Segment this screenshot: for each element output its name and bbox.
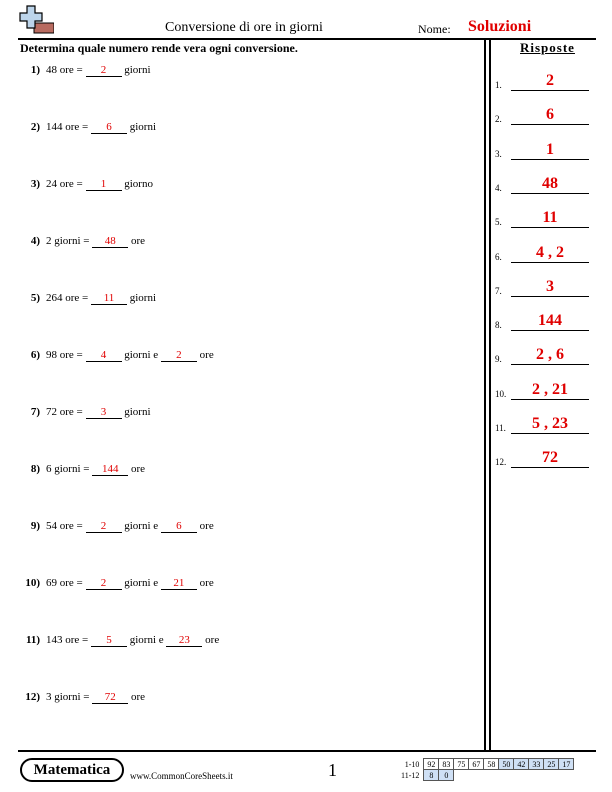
problem-number: 11) — [25, 634, 40, 646]
page-number: 1 — [328, 760, 337, 780]
problem-unit: giorni — [121, 64, 151, 76]
problem-prompt: 98 ore = — [46, 349, 86, 361]
problem-prompt: 54 ore = — [46, 520, 86, 532]
answer-number: 2. — [495, 114, 502, 125]
answer-line — [511, 296, 589, 297]
problem-number: 7) — [30, 406, 40, 418]
answer-blank[interactable]: 48 — [92, 235, 128, 248]
problem-number: 10) — [25, 577, 40, 589]
answer-row — [495, 72, 595, 92]
column-divider-inner — [489, 40, 491, 750]
answer-number: 4. — [495, 182, 502, 193]
problem-unit: giorni — [127, 121, 157, 133]
score-range-label: 1-10 — [404, 759, 420, 769]
problem-row — [18, 64, 151, 77]
answer-row — [495, 346, 595, 366]
answer-value: 5 , 23 — [532, 415, 568, 432]
problem-unit: giorni — [127, 292, 157, 304]
answer-blank[interactable]: 2 — [86, 520, 122, 533]
problem-row — [18, 634, 219, 647]
problem-unit: giorni e — [127, 634, 167, 646]
answer-blank[interactable]: 2 — [86, 577, 122, 590]
problem-prompt: 48 ore = — [46, 64, 86, 76]
worksheet-title: Conversione di ore in giorni — [165, 20, 323, 35]
problem-row — [18, 349, 214, 362]
problem-unit: giorni e — [121, 577, 161, 589]
problem-number: 2) — [30, 121, 40, 133]
problem-row — [18, 577, 214, 590]
answer-row — [495, 278, 595, 298]
problem-unit: ore — [196, 577, 214, 589]
problem-prompt: 264 ore = — [46, 292, 91, 304]
score-row — [398, 770, 574, 781]
score-cell: 83 — [439, 759, 454, 770]
answer-value: 1 — [546, 140, 554, 158]
problem-prompt: 143 ore = — [46, 634, 91, 646]
score-cell: 0 — [439, 770, 454, 781]
answer-line — [511, 193, 589, 194]
score-cell: 42 — [514, 759, 529, 770]
answer-value: 2 , 6 — [536, 346, 564, 364]
problem-number: 3) — [30, 178, 40, 190]
answer-row — [495, 244, 595, 264]
problem-row — [18, 121, 156, 134]
problem-prompt: 144 ore = — [46, 121, 91, 133]
problem-prompt: 69 ore = — [46, 577, 86, 589]
answer-line — [511, 399, 589, 400]
score-cell: 92 — [424, 759, 439, 770]
answer-line — [511, 159, 589, 160]
name-value: Soluzioni — [468, 18, 532, 35]
answer-line — [511, 124, 589, 125]
answer-value: 4 , 2 — [536, 243, 564, 261]
answer-number: 9. — [495, 354, 502, 365]
answer-row — [495, 381, 595, 401]
answer-value: 11 — [542, 209, 558, 227]
problem-row — [18, 691, 145, 704]
footer-divider — [18, 750, 596, 752]
score-row — [398, 759, 574, 770]
problem-row — [18, 520, 214, 533]
subject-badge: Matematica — [20, 758, 124, 782]
problem-row — [18, 292, 156, 305]
instructions: Determina quale numero rende vera ogni conversione. — [20, 41, 298, 55]
problem-number: 4) — [30, 235, 40, 247]
site-link[interactable]: www.CommonCoreSheets.it — [130, 771, 233, 781]
problem-unit: ore — [196, 349, 214, 361]
score-cell: 8 — [424, 770, 439, 781]
problem-unit: giorni e — [121, 349, 161, 361]
answer-blank[interactable]: 21 — [161, 577, 197, 590]
answer-number: 6. — [495, 251, 502, 262]
problem-row — [18, 406, 151, 419]
answer-row — [495, 141, 595, 161]
problem-row — [18, 235, 145, 248]
answer-value: 72 — [542, 449, 558, 467]
answer-blank[interactable]: 11 — [91, 292, 127, 305]
problem-number: 6) — [30, 349, 40, 361]
answer-line — [511, 90, 589, 91]
score-cell: 67 — [469, 759, 484, 770]
answer-row — [495, 312, 595, 332]
score-range-label: 11-12 — [401, 770, 420, 780]
answer-value: 144 — [538, 312, 562, 330]
header-divider — [18, 38, 596, 40]
problem-unit: giorni — [121, 406, 151, 418]
answer-row — [495, 106, 595, 126]
problem-unit: giorno — [121, 178, 153, 190]
problem-unit: giorni e — [121, 520, 161, 532]
answer-blank[interactable]: 2 — [161, 349, 197, 362]
problem-unit: ore — [196, 520, 214, 532]
answer-value: 2 , 21 — [532, 380, 568, 398]
problem-number: 8) — [30, 463, 40, 475]
score-cell: 17 — [559, 759, 574, 770]
problem-number: 9) — [30, 520, 40, 532]
answer-number: 10. — [495, 388, 507, 399]
answer-blank[interactable]: 23 — [166, 634, 202, 647]
answer-value: 2 — [546, 72, 554, 89]
score-cell: 33 — [529, 759, 544, 770]
answer-number: 7. — [495, 285, 502, 296]
problem-prompt: 72 ore = — [46, 406, 86, 418]
answer-line — [511, 227, 589, 228]
answer-value: 48 — [542, 174, 558, 192]
problem-number: 1) — [30, 64, 40, 76]
problem-unit: ore — [128, 691, 146, 703]
answer-row — [495, 449, 595, 469]
problem-number: 5) — [30, 292, 40, 304]
answer-number: 3. — [495, 148, 502, 159]
answer-blank[interactable]: 6 — [91, 121, 127, 134]
worksheet-logo-icon — [18, 4, 54, 36]
answer-line — [511, 262, 589, 263]
column-divider — [484, 40, 486, 750]
answers-heading: Risposte — [520, 40, 575, 55]
score-cell: 50 — [499, 759, 514, 770]
answer-number: 11. — [495, 423, 506, 433]
problem-row — [18, 463, 145, 476]
answer-blank[interactable]: 3 — [86, 406, 122, 419]
answer-row — [495, 209, 595, 229]
answer-value: 3 — [546, 277, 554, 295]
answer-line — [511, 330, 589, 331]
name-label: Nome: — [418, 22, 451, 36]
problem-prompt: 6 giorni = — [46, 463, 93, 475]
answer-line — [511, 433, 589, 434]
answer-number: 5. — [495, 217, 502, 228]
answer-value: 6 — [546, 106, 554, 124]
score-cell: 58 — [484, 759, 499, 770]
answer-blank[interactable]: 72 — [92, 691, 128, 704]
problem-prompt: 3 giorni = — [46, 691, 93, 703]
answer-blank[interactable]: 2 — [86, 64, 122, 77]
answer-number: 1. — [495, 80, 502, 90]
answer-line — [511, 467, 589, 468]
problem-number: 12) — [25, 691, 40, 703]
problem-unit: ore — [202, 634, 220, 646]
score-cell: 25 — [544, 759, 559, 770]
problem-unit: ore — [128, 235, 146, 247]
score-cell: 75 — [454, 759, 469, 770]
answer-blank[interactable]: 6 — [161, 520, 197, 533]
problem-prompt: 2 giorni = — [46, 235, 93, 247]
answer-blank[interactable]: 1 — [86, 178, 122, 191]
answer-blank[interactable]: 144 — [92, 463, 128, 476]
answer-row — [495, 415, 595, 435]
score-table — [398, 758, 574, 781]
answer-number: 8. — [495, 320, 502, 331]
answer-blank[interactable]: 5 — [91, 634, 127, 647]
problem-unit: ore — [128, 463, 146, 475]
answer-row — [495, 175, 595, 195]
answer-number: 12. — [495, 457, 507, 468]
problem-prompt: 24 ore = — [46, 178, 86, 190]
answer-line — [511, 364, 589, 365]
problem-row — [18, 178, 153, 191]
answer-blank[interactable]: 4 — [86, 349, 122, 362]
